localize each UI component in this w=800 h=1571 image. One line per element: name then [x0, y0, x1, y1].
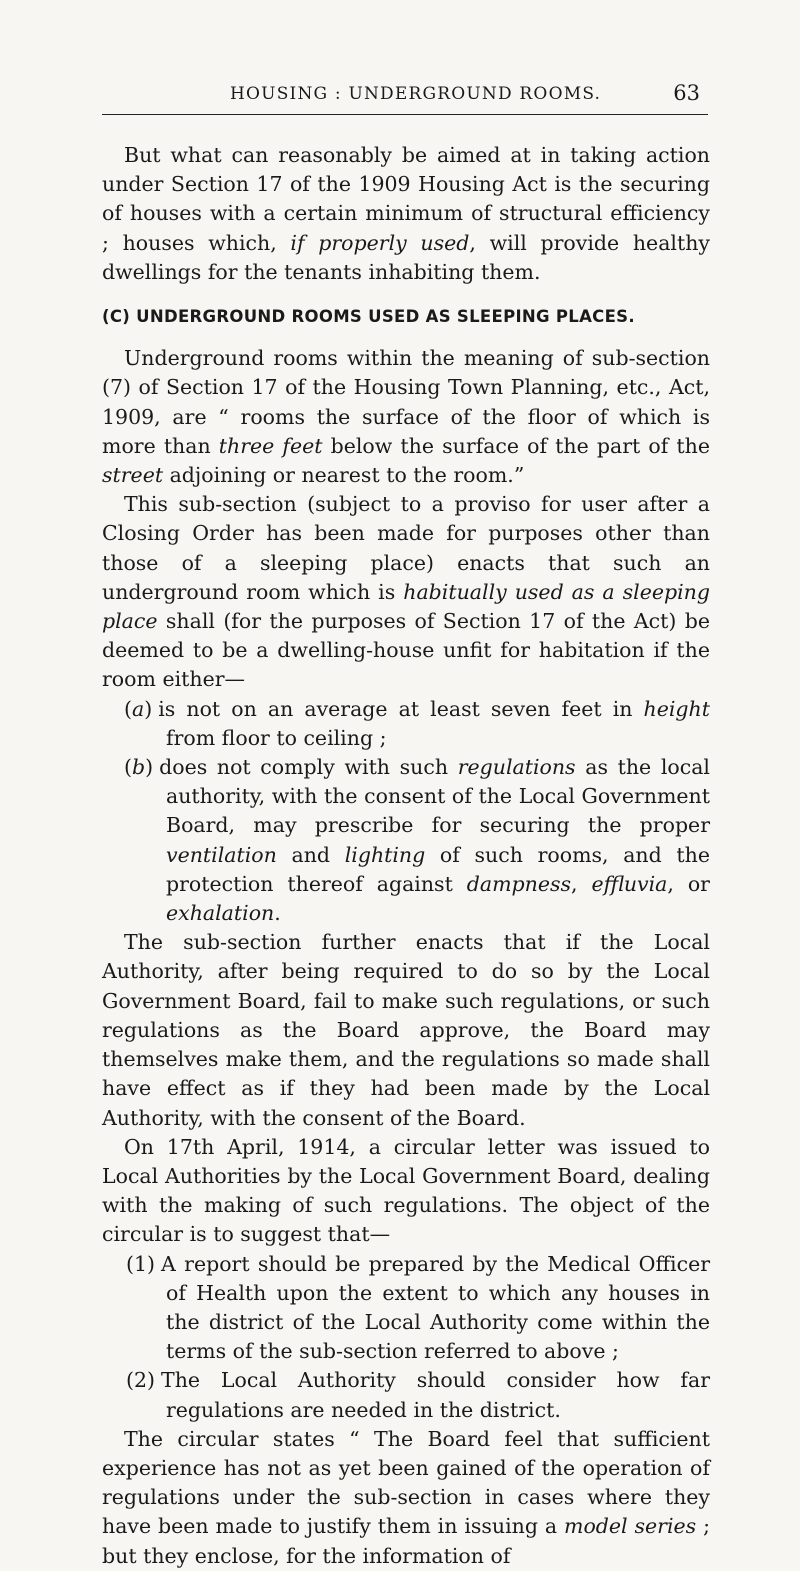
body-text: [102, 141, 710, 1571]
text-run: A report should be prepared by the Medical Officer of Health upon the extent to which any houses in the district of the Local Authority come within the terms of the sub-section referred to above ;: [161, 1251, 710, 1364]
text-run: is not on an average at least seven feet in: [158, 696, 644, 721]
italic-text: regulations: [457, 755, 576, 780]
list-label-open: (: [124, 755, 132, 780]
list-item-1: [102, 1250, 710, 1367]
section-heading: (C) UNDERGROUND ROOMS USED AS SLEEPING PLACES.: [102, 307, 635, 327]
italic-text: if properly used: [290, 230, 470, 255]
italic-text: habitually used as a sleeping place: [102, 579, 710, 634]
text-run: , will provide healthy dwellings for the tenants inhabiting them.: [102, 230, 710, 284]
list-item-2: [102, 1366, 710, 1424]
running-head: HOUSING : UNDERGROUND ROOMS.: [230, 84, 602, 104]
paragraph: [102, 1425, 710, 1571]
text-run: as the local authority, with the consent of the Local Government Board, may prescribe for securing the proper: [166, 755, 710, 838]
text-run: does not comply with such: [159, 755, 458, 780]
list-label-close: ): [144, 696, 153, 721]
section-heading-line: [102, 301, 710, 331]
paragraph: [102, 490, 710, 694]
text-run: of such rooms, and the protection thereof against: [166, 842, 710, 896]
text-run: ,: [571, 871, 592, 896]
italic-text: height: [643, 696, 710, 721]
italic-text: ventilation: [166, 842, 277, 867]
page-header: [102, 81, 708, 115]
italic-text: street: [102, 463, 164, 488]
text-run: ; but they enclose, for the information of: [102, 1514, 710, 1568]
text-run: , or: [667, 871, 710, 896]
italic-text: model series: [564, 1514, 697, 1539]
paragraph: On 17th April, 1914, a circular letter was issued to Local Authorities by the Local Government Board, dealing with the making of such regulations. The object of the circular is to suggest that—: [102, 1134, 710, 1247]
text-run: adjoining or nearest to the room.”: [163, 463, 525, 488]
list-item-b: [102, 753, 710, 928]
italic-text: exhalation: [166, 901, 275, 926]
italic-text: dampness: [466, 871, 572, 896]
text-run: shall (for the purposes of Section 17 of the Act) be deemed to be a dwelling-house unfit for habitation if the room either—: [102, 609, 710, 692]
italic-text: three feet: [218, 433, 323, 458]
list-label-close: ): [145, 755, 154, 780]
list-label: b: [132, 755, 146, 780]
text-run: below the surface of the part of the: [322, 433, 710, 458]
list-label: (1): [126, 1251, 156, 1276]
italic-text: effluvia: [591, 871, 668, 896]
text-run: from floor to ceiling ;: [166, 725, 387, 750]
text-run: The Local Authority should consider how far regulations are needed in the district.: [161, 1368, 710, 1422]
text-run: But what can reasonably be aimed at in taking action under Section 17 of the 1909 Housing Act is the securing of houses with a certain minimum of structural efficiency ; houses which,: [102, 143, 710, 255]
list-label: (2): [126, 1368, 156, 1393]
text-run: The circular states “ The Board feel that sufficient experience has not as yet been gained of the operation of regulations under the sub-section in cases where they have been made to justify them in issuing a: [102, 1426, 710, 1539]
page-number: 63: [673, 81, 700, 105]
list-label-open: (: [124, 696, 132, 721]
paragraph: [102, 141, 710, 287]
paragraph: [102, 344, 710, 490]
text-run: .: [274, 901, 281, 926]
text-run: This sub-section (subject to a proviso for user after a Closing Order has been made for purposes other than those of a sleeping place) enacts that such an underground room which is: [102, 492, 710, 604]
list-label: a: [132, 696, 145, 721]
text-run: and: [276, 842, 345, 867]
italic-text: lighting: [344, 842, 426, 867]
list-item-a: [102, 695, 710, 753]
text-run: Underground rooms within the meaning of sub-section (7) of Section 17 of the Housing Town Planning, etc., Act, 1909, are “ rooms the surface of the floor of which is more than: [102, 346, 710, 458]
paragraph: The sub-section further enacts that if the Local Authority, after being required to do so by the Local Government Board, fail to make such regulations, or such regulations as the Board approve, the Board may themselves make them, and the regulations so made shall have effect as if they had been made by the Local Authority, with the consent of the Board.: [102, 930, 710, 1130]
